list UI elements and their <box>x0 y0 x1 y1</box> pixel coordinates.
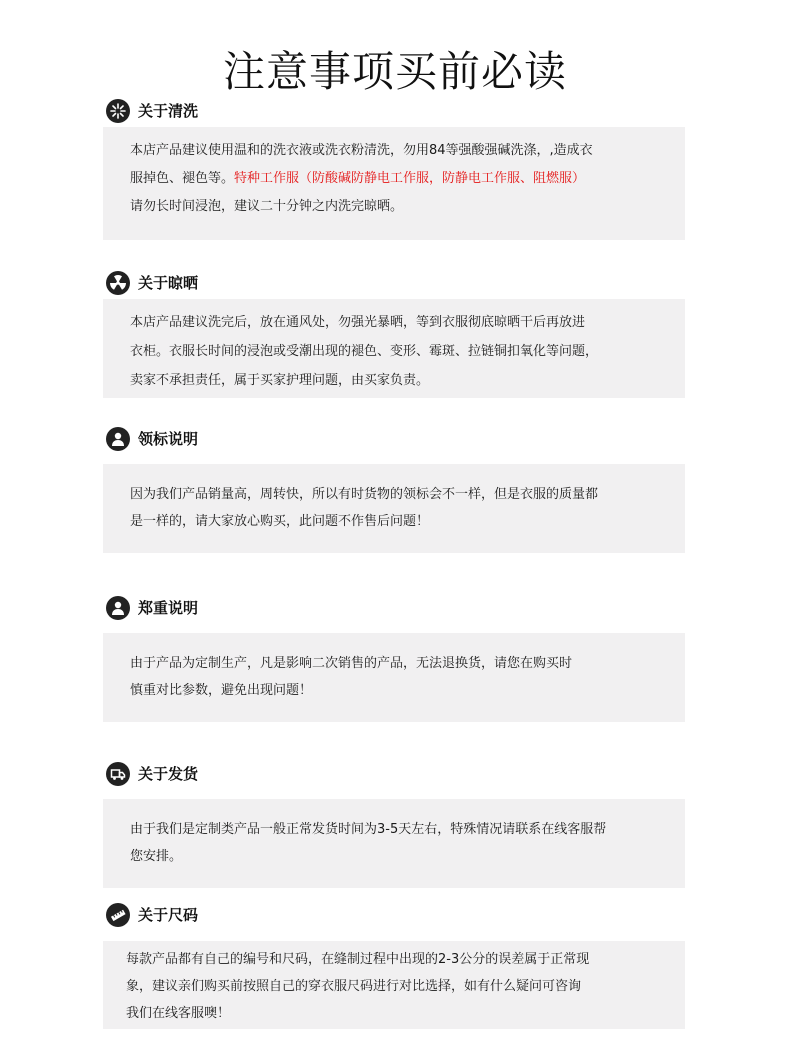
sun-burst-icon <box>106 99 130 123</box>
section-box-drying <box>103 299 685 398</box>
highlight-text: 请勿长时间浸泡，建议二十分钟之内洗完晾晒。 <box>130 199 404 214</box>
section-heading-washing <box>106 98 198 124</box>
truck-icon <box>106 762 130 786</box>
section-title: 关于清洗 <box>138 102 199 120</box>
section-heading-size <box>106 902 198 928</box>
section-heading-label <box>106 426 198 452</box>
section-text-line: 服掉色、褪色等。特种工作服（防酸碱防静电工作服，防静电工作服、阻燃服） <box>130 171 586 186</box>
radiation-icon <box>106 271 130 295</box>
section-text-line: 本店产品建议使用温和的洗衣液或洗衣粉清洗，勿用84等强酸强碱洗涤，,造成衣 <box>130 143 593 158</box>
section-text-line: 是一样的，请大家放心购买，此问题不作售后问题！ <box>130 514 430 529</box>
section-text-line: 衣柜。衣服长时间的浸泡或受潮出现的褪色、变形、霉斑、拉链铜扣氧化等问题， <box>130 344 599 359</box>
section-title: 关于发货 <box>138 765 199 783</box>
section-title: 领标说明 <box>138 430 199 448</box>
section-title: 关于晾晒 <box>138 274 199 292</box>
section-heading-notice <box>106 595 198 621</box>
section-text-line: 卖家不承担责任，属于买家护理问题，由买家负责。 <box>130 373 430 388</box>
section-text-line: 慎重对比参数，避免出现问题！ <box>130 683 313 698</box>
section-box-size <box>103 941 685 1029</box>
section-text-line: 因为我们产品销量高，周转快，所以有时货物的领标会不一样，但是衣服的质量都 <box>130 487 599 502</box>
section-box-notice <box>103 633 685 722</box>
section-text-line: 每款产品都有自己的编号和尺码，在缝制过程中出现的2-3公分的误差属于正常现 <box>126 952 590 967</box>
section-box-shipping <box>103 799 685 888</box>
section-heading-drying <box>106 270 198 296</box>
section-text-line: 象，建议亲们购买前按照自己的穿衣服尺码进行对比选择，如有什么疑问可咨询 <box>126 979 582 994</box>
person-icon <box>106 596 130 620</box>
section-text-line: 由于我们是定制类产品一般正常发货时间为3-5天左右，特殊情况请联系在线客服帮 <box>130 822 607 837</box>
section-box-label <box>103 464 685 553</box>
section-text-line: 我们在线客服噢！ <box>126 1006 231 1021</box>
section-text-line: 本店产品建议洗完后，放在通风处，勿强光暴晒，等到衣服彻底晾晒干后再放进 <box>130 315 586 330</box>
section-title: 郑重说明 <box>138 599 199 617</box>
section-title: 关于尺码 <box>138 906 199 924</box>
page-title: 注意事项买前必读 <box>222 47 567 97</box>
person-icon <box>106 427 130 451</box>
ruler-icon <box>106 903 130 927</box>
highlight-text: 特种工作服（防酸碱防静电工作服，防静电工作服、阻燃服） <box>234 171 586 186</box>
section-box-washing <box>103 127 685 240</box>
section-text-line: 您安排。 <box>130 849 183 864</box>
section-heading-shipping <box>106 761 198 787</box>
section-text-line: 由于产品为定制生产，凡是影响二次销售的产品，无法退换货，请您在购买时 <box>130 656 573 671</box>
